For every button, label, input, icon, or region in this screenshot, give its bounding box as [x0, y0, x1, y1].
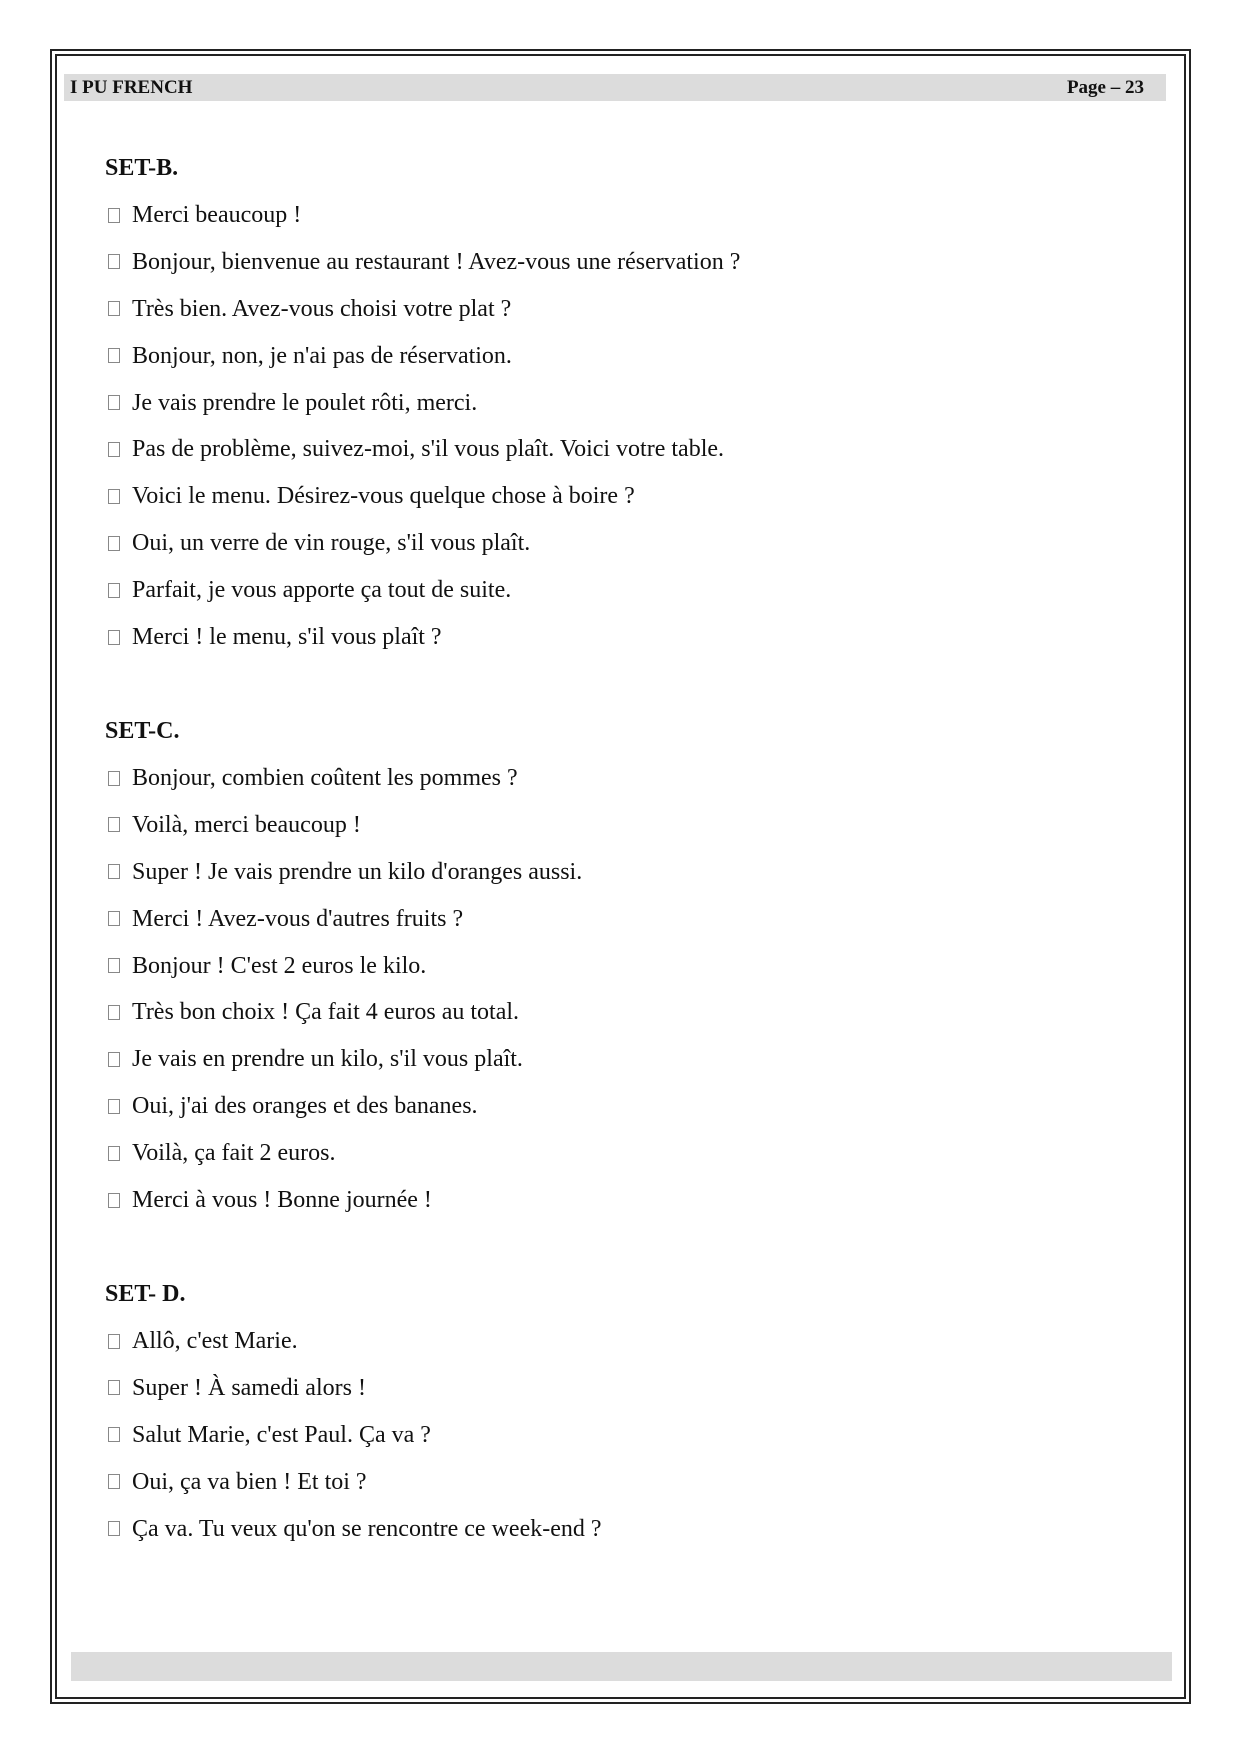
header-course-title: I PU FRENCH [70, 77, 193, 98]
checkbox-icon [108, 911, 120, 926]
checkbox-icon [108, 1052, 120, 1067]
set-title: SET-B. [105, 155, 179, 181]
dialogue-text: Très bon choix ! Ça fait 4 euros au total. [132, 999, 520, 1026]
dialogue-line [105, 1418, 1145, 1452]
checkbox-icon [108, 489, 120, 504]
page-content [105, 151, 1145, 1558]
checkbox-icon [108, 1146, 120, 1161]
checkbox-icon [108, 1099, 120, 1114]
dialogue-line [105, 198, 1145, 232]
dialogue-line [105, 292, 1145, 326]
checkbox-icon [108, 395, 120, 410]
set-b [105, 151, 1145, 654]
dialogue-text: Oui, un verre de vin rouge, s'il vous plaît. [132, 530, 531, 557]
dialogue-line [105, 386, 1145, 420]
checkbox-icon [108, 771, 120, 786]
checkbox-icon [108, 864, 120, 879]
dialogue-text: Voici le menu. Désirez-vous quelque chose à boire ? [132, 483, 635, 510]
dialogue-line [105, 761, 1145, 795]
dialogue-text: Bonjour, combien coûtent les pommes ? [132, 765, 518, 792]
dialogue-text: Merci ! le menu, s'il vous plaît ? [132, 624, 442, 651]
set-title: SET-C. [105, 718, 180, 745]
checkbox-icon [108, 583, 120, 598]
checkbox-icon [108, 1334, 120, 1349]
dialogue-text: Oui, j'ai des oranges et des bananes. [132, 1093, 478, 1120]
checkbox-icon [108, 208, 120, 223]
dialogue-text: Bonjour, bienvenue au restaurant ! Avez-vous une réservation ? [132, 248, 741, 275]
page-header [64, 74, 1166, 101]
checkbox-icon [108, 1521, 120, 1536]
dialogue-text: Bonjour ! C'est 2 euros le kilo. [132, 952, 427, 979]
dialogue-line [105, 432, 1145, 466]
dialogue-line [105, 1324, 1145, 1358]
dialogue-text: Allô, c'est Marie. [132, 1328, 298, 1355]
page-footer [71, 1652, 1172, 1681]
dialogue-line [105, 479, 1145, 513]
dialogue-line [105, 902, 1145, 936]
set-title: SET- D. [105, 1281, 186, 1308]
dialogue-text: Merci beaucoup ! [132, 202, 302, 228]
dialogue-line [105, 573, 1145, 607]
dialogue-line [105, 245, 1145, 279]
dialogue-text: Parfait, je vous apporte ça tout de suite. [132, 577, 512, 604]
set-c [105, 714, 1145, 1217]
dialogue-line [105, 1183, 1145, 1217]
dialogue-text: Je vais prendre le poulet rôti, merci. [132, 389, 478, 416]
dialogue-text: Je vais en prendre un kilo, s'il vous plaît. [132, 1046, 523, 1073]
checkbox-icon [108, 1005, 120, 1020]
checkbox-icon [108, 536, 120, 551]
dialogue-text: Voilà, merci beaucoup ! [132, 811, 361, 838]
checkbox-icon [108, 442, 120, 457]
dialogue-line [105, 620, 1145, 654]
checkbox-icon [108, 1380, 120, 1395]
dialogue-text: Pas de problème, suivez-moi, s'il vous plaît. Voici votre table. [132, 436, 725, 463]
dialogue-line [105, 526, 1145, 560]
dialogue-text: Merci ! Avez-vous d'autres fruits ? [132, 905, 464, 932]
dialogue-line [105, 995, 1145, 1029]
dialogue-line [105, 1465, 1145, 1499]
set-d [105, 1277, 1145, 1546]
checkbox-icon [108, 817, 120, 832]
dialogue-text: Voilà, ça fait 2 euros. [132, 1140, 336, 1167]
dialogue-text: Super ! Je vais prendre un kilo d'oranges aussi. [132, 858, 583, 885]
dialogue-line [105, 808, 1145, 842]
header-page-number: Page – 23 [1066, 77, 1144, 98]
dialogue-text: Salut Marie, c'est Paul. Ça va ? [132, 1421, 431, 1448]
checkbox-icon [108, 301, 120, 316]
dialogue-text: Super ! À samedi alors ! [132, 1374, 366, 1401]
checkbox-icon [108, 254, 120, 269]
dialogue-text: Bonjour, non, je n'ai pas de réservation. [132, 342, 512, 369]
dialogue-text: Oui, ça va bien ! Et toi ? [132, 1468, 367, 1495]
dialogue-line [105, 1089, 1145, 1123]
dialogue-line [105, 1136, 1145, 1170]
checkbox-icon [108, 958, 120, 973]
dialogue-line [105, 1512, 1145, 1546]
dialogue-text: Merci à vous ! Bonne journée ! [132, 1187, 432, 1214]
dialogue-text: Très bien. Avez-vous choisi votre plat ? [132, 295, 512, 322]
checkbox-icon [108, 348, 120, 363]
checkbox-icon [108, 1474, 120, 1489]
checkbox-icon [108, 1427, 120, 1442]
checkbox-icon [108, 630, 120, 645]
dialogue-text: Ça va. Tu veux qu'on se rencontre ce week-end ? [132, 1515, 602, 1542]
dialogue-line [105, 855, 1145, 889]
dialogue-line [105, 1042, 1145, 1076]
checkbox-icon [108, 1193, 120, 1208]
dialogue-line [105, 339, 1145, 373]
dialogue-line [105, 949, 1145, 983]
dialogue-line [105, 1371, 1145, 1405]
